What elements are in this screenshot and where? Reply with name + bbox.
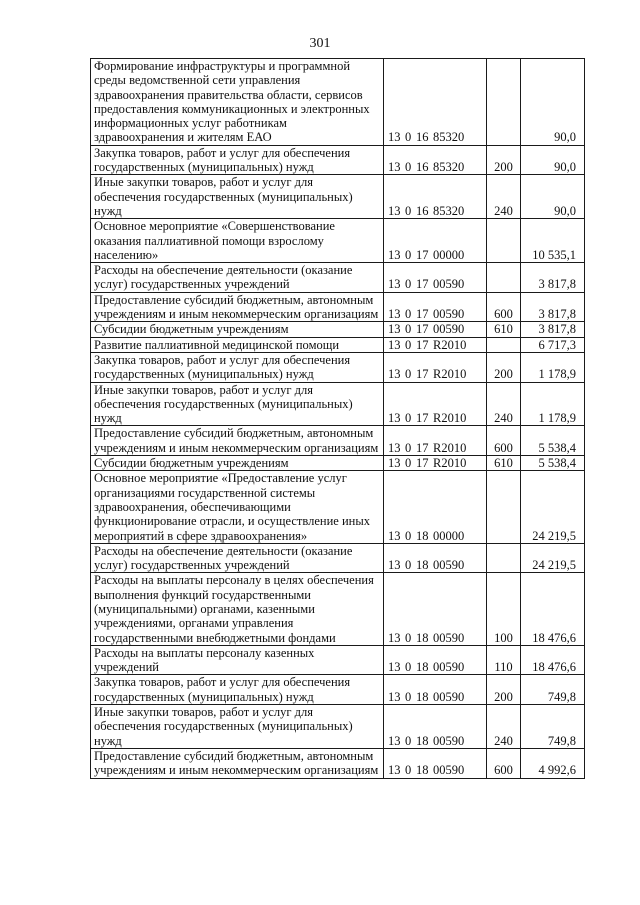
amount-value: 4 992,6: [521, 748, 585, 778]
code-part-c4: R2010: [433, 456, 467, 471]
expense-kind-code: 600: [487, 748, 521, 778]
expense-kind-code: 200: [487, 145, 521, 175]
expense-name: Закупка товаров, работ и услуг для обеспечения государственных (муниципальных) нужд: [91, 352, 384, 382]
amount-value: 5 538,4: [521, 456, 585, 471]
target-article-code: [384, 426, 487, 456]
target-article-code: [384, 263, 487, 293]
expense-name: Развитие паллиативной медицинской помощи: [91, 337, 384, 352]
code-part-c1: 13: [388, 277, 401, 292]
expense-name: Расходы на выплаты персоналу казенных учреждений: [91, 645, 384, 675]
code-part-c1: 13: [388, 160, 401, 175]
table-row: [91, 292, 585, 322]
code-part-c1: 13: [388, 456, 401, 471]
code-part-c2: 0: [405, 763, 412, 778]
code-part-c4: 00590: [433, 322, 465, 337]
amount-value: 5 538,4: [521, 426, 585, 456]
code-part-c2: 0: [405, 367, 412, 382]
amount-value: 10 535,1: [521, 219, 585, 263]
expense-kind-code: [487, 337, 521, 352]
code-part-c2: 0: [405, 456, 412, 471]
expense-kind-code: 610: [487, 456, 521, 471]
code-part-c1: 13: [388, 528, 401, 543]
code-part-c2: 0: [405, 203, 412, 218]
code-part-c2: 0: [405, 630, 412, 645]
expense-kind-code: 240: [487, 175, 521, 219]
amount-value: 749,8: [521, 675, 585, 705]
expense-kind-code: 240: [487, 705, 521, 749]
amount-value: 90,0: [521, 145, 585, 175]
code-part-c4: 00590: [433, 277, 465, 292]
code-part-c2: 0: [405, 528, 412, 543]
code-part-c2: 0: [405, 689, 412, 704]
code-part-c2: 0: [405, 558, 412, 573]
expense-kind-code: 200: [487, 675, 521, 705]
table-row: [91, 352, 585, 382]
expense-kind-code: 200: [487, 352, 521, 382]
expense-kind-code: 240: [487, 382, 521, 426]
expense-name: Закупка товаров, работ и услуг для обеспечения государственных (муниципальных) нужд: [91, 145, 384, 175]
target-article-code: [384, 748, 487, 778]
table-row: [91, 175, 585, 219]
table-row: [91, 645, 585, 675]
amount-value: 6 717,3: [521, 337, 585, 352]
code-part-c3: 16: [416, 160, 429, 175]
code-part-c3: 18: [416, 630, 429, 645]
code-part-c2: 0: [405, 160, 412, 175]
code-part-c1: 13: [388, 660, 401, 675]
code-part-c3: 17: [416, 277, 429, 292]
code-part-c3: 16: [416, 203, 429, 218]
code-part-c3: 18: [416, 528, 429, 543]
target-article-code: [384, 337, 487, 352]
code-part-c3: 18: [416, 763, 429, 778]
code-part-c1: 13: [388, 367, 401, 382]
code-part-c1: 13: [388, 322, 401, 337]
code-part-c1: 13: [388, 440, 401, 455]
table-row: [91, 426, 585, 456]
code-part-c2: 0: [405, 733, 412, 748]
expense-kind-code: [487, 471, 521, 543]
target-article-code: [384, 59, 487, 146]
table-row: [91, 219, 585, 263]
code-part-c1: 13: [388, 130, 401, 145]
expense-name: Иные закупки товаров, работ и услуг для обеспечения государственных (муниципальных) нужд: [91, 175, 384, 219]
expense-name: Расходы на обеспечение деятельности (оказание услуг) государственных учреждений: [91, 263, 384, 293]
table-row: [91, 748, 585, 778]
expense-kind-code: [487, 263, 521, 293]
target-article-code: [384, 322, 487, 337]
code-part-c4: R2010: [433, 411, 467, 426]
code-part-c4: 00000: [433, 247, 465, 262]
code-part-c3: 16: [416, 130, 429, 145]
code-part-c4: 85320: [433, 160, 465, 175]
expense-name: Иные закупки товаров, работ и услуг для обеспечения государственных (муниципальных) нужд: [91, 705, 384, 749]
code-part-c1: 13: [388, 247, 401, 262]
code-part-c3: 17: [416, 367, 429, 382]
expense-name: Расходы на обеспечение деятельности (оказание услуг) государственных учреждений: [91, 543, 384, 573]
target-article-code: [384, 352, 487, 382]
amount-value: 24 219,5: [521, 543, 585, 573]
expense-name: Иные закупки товаров, работ и услуг для обеспечения государственных (муниципальных) нужд: [91, 382, 384, 426]
target-article-code: [384, 543, 487, 573]
expense-name: Субсидии бюджетным учреждениям: [91, 322, 384, 337]
amount-value: 90,0: [521, 175, 585, 219]
expense-kind-code: 610: [487, 322, 521, 337]
code-part-c3: 18: [416, 733, 429, 748]
table-row: [91, 145, 585, 175]
target-article-code: [384, 573, 487, 645]
expense-name: Предоставление субсидий бюджетным, автономным учреждениям и иным некоммерческим организациям: [91, 292, 384, 322]
expense-kind-code: [487, 219, 521, 263]
code-part-c2: 0: [405, 440, 412, 455]
code-part-c4: 85320: [433, 203, 465, 218]
amount-value: 1 178,9: [521, 382, 585, 426]
expense-kind-code: [487, 543, 521, 573]
amount-value: 749,8: [521, 705, 585, 749]
expense-name: Основное мероприятие «Совершенствование оказания паллиативной помощи взрослому населению»: [91, 219, 384, 263]
code-part-c4: R2010: [433, 367, 467, 382]
expense-kind-code: 600: [487, 426, 521, 456]
code-part-c4: 00590: [433, 558, 465, 573]
table-row: [91, 705, 585, 749]
amount-value: 1 178,9: [521, 352, 585, 382]
table-row: [91, 382, 585, 426]
table-row: [91, 471, 585, 543]
code-part-c2: 0: [405, 660, 412, 675]
amount-value: 3 817,8: [521, 322, 585, 337]
code-part-c1: 13: [388, 630, 401, 645]
code-part-c1: 13: [388, 337, 401, 352]
amount-value: 90,0: [521, 59, 585, 146]
amount-value: 18 476,6: [521, 645, 585, 675]
target-article-code: [384, 145, 487, 175]
expense-name: Предоставление субсидий бюджетным, автономным учреждениям и иным некоммерческим организациям: [91, 426, 384, 456]
code-part-c4: R2010: [433, 440, 467, 455]
expense-kind-code: [487, 59, 521, 146]
code-part-c3: 17: [416, 440, 429, 455]
code-part-c2: 0: [405, 247, 412, 262]
code-part-c3: 17: [416, 307, 429, 322]
expense-name: Основное мероприятие «Предоставление услуг организациями государственной системы здравоохранения, обеспечивающими функционирование отрасли, и осуществление иных мероприятий в сфере здравоохранения»: [91, 471, 384, 543]
code-part-c3: 17: [416, 456, 429, 471]
code-part-c4: 85320: [433, 130, 465, 145]
target-article-code: [384, 645, 487, 675]
expense-name: Субсидии бюджетным учреждениям: [91, 456, 384, 471]
table-row: [91, 59, 585, 146]
code-part-c1: 13: [388, 558, 401, 573]
budget-table: [90, 58, 585, 779]
target-article-code: [384, 705, 487, 749]
code-part-c1: 13: [388, 411, 401, 426]
code-part-c4: 00590: [433, 307, 465, 322]
target-article-code: [384, 292, 487, 322]
code-part-c4: 00590: [433, 689, 465, 704]
expense-name: Формирование инфраструктуры и программной среды ведомственной сети управления здравоохранения правительства области, сервисов предоставления коммуникационных и электронных информационных услуг работникам здравоохранения и жителям ЕАО: [91, 59, 384, 146]
budget-table-body: [91, 59, 585, 779]
code-part-c3: 17: [416, 247, 429, 262]
expense-kind-code: 600: [487, 292, 521, 322]
code-part-c4: 00590: [433, 733, 465, 748]
code-part-c2: 0: [405, 277, 412, 292]
table-row: [91, 263, 585, 293]
code-part-c1: 13: [388, 307, 401, 322]
code-part-c4: 00590: [433, 630, 465, 645]
expense-name: Предоставление субсидий бюджетным, автономным учреждениям и иным некоммерческим организациям: [91, 748, 384, 778]
code-part-c2: 0: [405, 322, 412, 337]
target-article-code: [384, 675, 487, 705]
code-part-c2: 0: [405, 337, 412, 352]
table-row: [91, 337, 585, 352]
expense-kind-code: 100: [487, 573, 521, 645]
code-part-c2: 0: [405, 411, 412, 426]
table-row: [91, 322, 585, 337]
code-part-c4: 00590: [433, 660, 465, 675]
code-part-c1: 13: [388, 689, 401, 704]
table-row: [91, 456, 585, 471]
target-article-code: [384, 471, 487, 543]
code-part-c1: 13: [388, 203, 401, 218]
amount-value: 3 817,8: [521, 292, 585, 322]
code-part-c2: 0: [405, 307, 412, 322]
table-row: [91, 675, 585, 705]
code-part-c3: 17: [416, 337, 429, 352]
expense-name: Расходы на выплаты персоналу в целях обеспечения выполнения функций государственными (муниципальными) органами, казенными учреждениями, органами управления государственными внебюджетными фондами: [91, 573, 384, 645]
code-part-c3: 17: [416, 411, 429, 426]
target-article-code: [384, 456, 487, 471]
code-part-c3: 17: [416, 322, 429, 337]
amount-value: 24 219,5: [521, 471, 585, 543]
code-part-c1: 13: [388, 733, 401, 748]
table-row: [91, 543, 585, 573]
amount-value: 3 817,8: [521, 263, 585, 293]
target-article-code: [384, 175, 487, 219]
expense-name: Закупка товаров, работ и услуг для обеспечения государственных (муниципальных) нужд: [91, 675, 384, 705]
table-row: [91, 573, 585, 645]
code-part-c4: R2010: [433, 337, 467, 352]
page-number: 301: [309, 36, 331, 51]
code-part-c4: 00000: [433, 528, 465, 543]
code-part-c3: 18: [416, 558, 429, 573]
target-article-code: [384, 219, 487, 263]
expense-kind-code: 110: [487, 645, 521, 675]
code-part-c4: 00590: [433, 763, 465, 778]
code-part-c2: 0: [405, 130, 412, 145]
code-part-c3: 18: [416, 689, 429, 704]
code-part-c1: 13: [388, 763, 401, 778]
target-article-code: [384, 382, 487, 426]
code-part-c3: 18: [416, 660, 429, 675]
amount-value: 18 476,6: [521, 573, 585, 645]
